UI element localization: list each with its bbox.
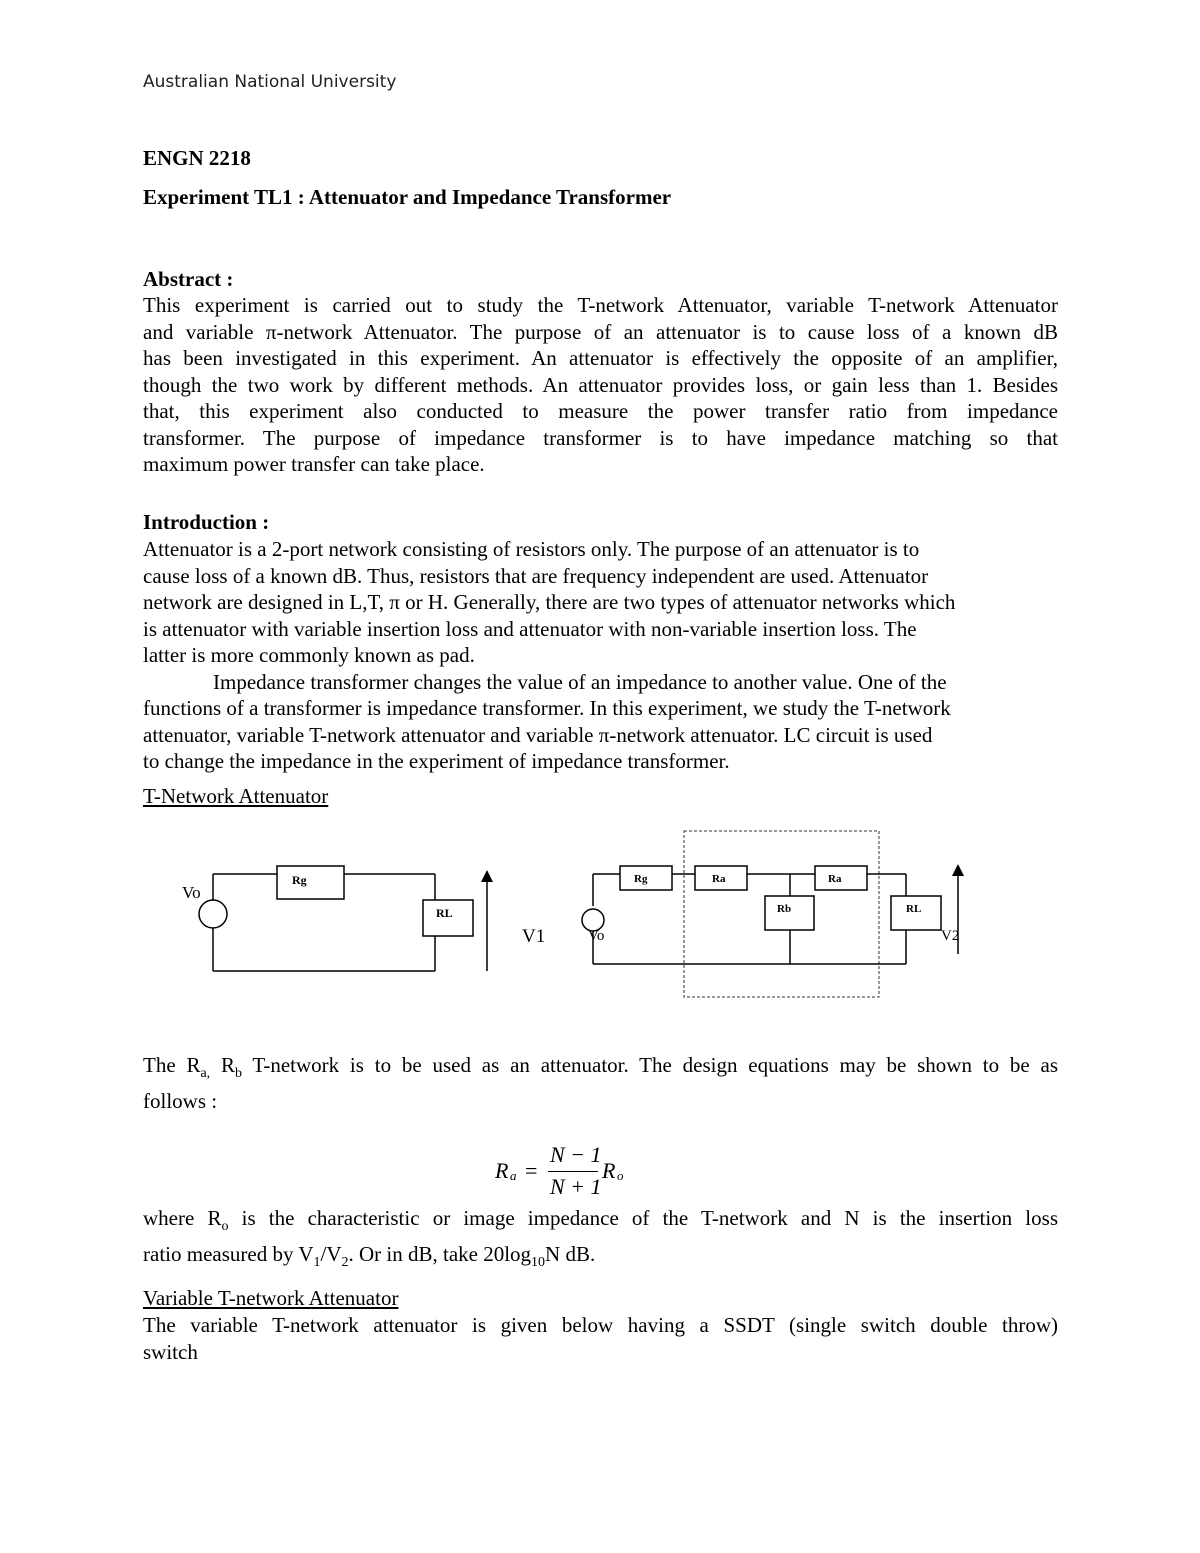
intro-line: to change the impedance in the experiment of impedance transformer. (143, 749, 730, 773)
intro-line: Impedance transformer changes the value of an impedance to another value. One of the (213, 669, 947, 694)
abstract-line: and variable π-network Attenuator. The purpose of an attenuator is to cause loss of a known dB (143, 319, 1058, 344)
v1-label: V1 (522, 926, 546, 947)
abstract-line: has been investigated in this experiment. An attenuator is effectively the opposite of an amplifier, (143, 346, 1058, 370)
intro-line: Attenuator is a 2-port network consisting of resistors only. The purpose of an attenuator is to (143, 537, 920, 561)
resistor-rg (277, 866, 344, 899)
rb-label: Rb (777, 903, 792, 915)
para2-line: ratio measured by $V_1/V_2$. Or in dB, take $20\log_{10}N$ dB. (143, 1241, 596, 1270)
experiment-title: Experiment TL1 : Attenuator and Impedance Transformer (143, 185, 672, 209)
intro-line: is attenuator with variable insertion loss and attenuator with non-variable insertion loss. The (143, 616, 917, 641)
variable-t-line: switch (143, 1339, 198, 1364)
rg-label: Rg (634, 873, 648, 885)
circuit-diagram-t-network (580, 826, 970, 1006)
t-network-para1 (143, 1052, 1058, 1114)
abstract-heading: Abstract : (143, 267, 234, 291)
t-network-heading: T-Network Attenuator (143, 784, 329, 808)
v2-label: V2 (941, 928, 960, 944)
abstract-line: This experiment is carried out to study the T-network Attenuator, variable T-network Attenuator (143, 293, 1058, 317)
variable-t-body (143, 1312, 1058, 1365)
para1-line: follows : (143, 1088, 218, 1113)
variable-t-heading: Variable T-network Attenuator (143, 1286, 399, 1310)
intro-line: network are designed in L,T, π or H. Generally, there are two types of attenuator networks which (143, 590, 956, 614)
circuit-diagram-simple (170, 860, 510, 990)
source-label: Vo (182, 883, 201, 902)
source-label: Vo (588, 928, 605, 944)
intro-line: cause loss of a known dB. Thus, resistors that are frequency independent are used. Attenuator (143, 563, 929, 588)
t-network-para2 (143, 1205, 1058, 1276)
abstract-line: transformer. The purpose of impedance transformer is to have impedance matching so that (143, 425, 1058, 450)
rl-label: RL (906, 903, 922, 915)
intro-line: attenuator, variable T-network attenuator and variable π-network attenuator. LC circuit is used (143, 722, 933, 747)
introduction-body (143, 536, 1058, 775)
ra-label: Ra (712, 873, 726, 885)
para2-line: where $R_o$ is the characteristic or image impedance of the T-network and N is the insertion loss (143, 1206, 1058, 1235)
header-institution: Australian National University (143, 72, 397, 92)
abstract-line: that, this experiment also conducted to measure the power transfer ratio from impedance (143, 399, 1058, 423)
voltage-source-circle (199, 900, 227, 928)
course-code: ENGN 2218 (143, 146, 251, 170)
rg-label: Rg (292, 873, 307, 887)
introduction-heading: Introduction : (143, 510, 270, 534)
ra-label: Ra (828, 873, 842, 885)
variable-t-line: The variable T-network attenuator is given below having a SSDT (single switch double throw) (143, 1313, 1058, 1337)
arrow-head (952, 864, 964, 876)
intro-line: functions of a transformer is impedance transformer. In this experiment, we study the T-network (143, 696, 951, 720)
abstract-line: maximum power transfer can take place. (143, 452, 485, 476)
rl-label: RL (436, 906, 453, 920)
arrow-head (481, 870, 493, 882)
abstract-line: though the two work by different methods. An attenuator provides loss, or gain less than 1. Besides (143, 372, 1058, 397)
para1-line: The $R_{a,}$ $R_b$ T-network is to be used as an attenuator. The design equations may be shown to be as (143, 1053, 1059, 1082)
abstract-body (143, 292, 1058, 478)
intro-line: latter is more commonly known as pad. (143, 643, 475, 667)
